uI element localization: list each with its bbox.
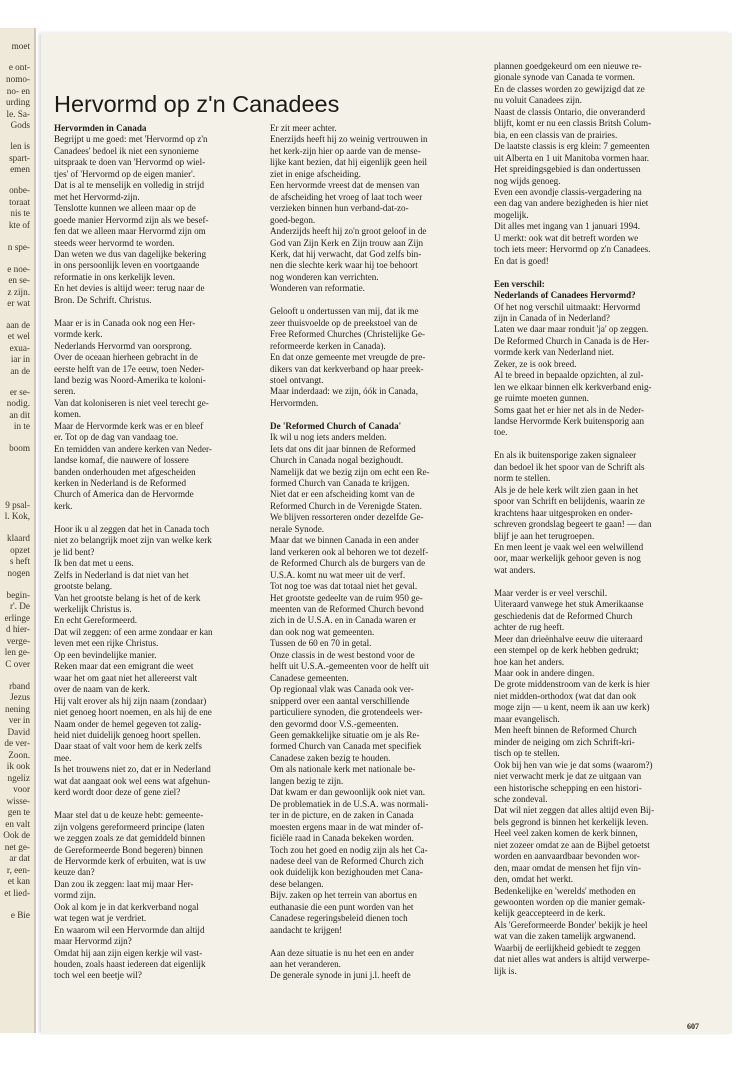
text-line: bia, en een classis van de prairies. — [494, 129, 618, 140]
text-line: wat anders. — [494, 564, 536, 575]
text-line: De laatste classis is erg klein: 7 gemeenten — [494, 141, 650, 152]
text-line: Tussen de 60 en 70 in getal. — [270, 638, 372, 649]
text-line: kerken in Nederland is de Reformed — [54, 478, 187, 489]
previous-page-fragment: len ge- — [4, 647, 30, 657]
text-line: Toch zou het goed en nodig zijn als het Ca- — [270, 844, 428, 855]
text-line: een historische schepping en een histori- — [494, 782, 642, 793]
text-line: particuliere synoden, die grotendeels wer- — [270, 707, 423, 718]
previous-page-fragment: erlinge — [4, 613, 30, 623]
text-line: kerd wordt door deze of gene ziel? — [54, 787, 181, 798]
previous-page-fragment: opzet — [10, 545, 30, 555]
text-line: zeer thuisvoelde op de preekstoel van de — [270, 317, 418, 328]
paragraph-gap — [494, 439, 697, 450]
text-line: land verkeren ook al behoren we tot dezelf- — [270, 546, 429, 557]
text-line: niet genoeg hoort noemen, en als hij de ene — [54, 707, 212, 718]
text-line: nog wijds genoeg. — [494, 175, 561, 186]
text-line: dan ook nog wat gemeenten. — [270, 626, 375, 637]
text-line: een stempel op de kerk hebben gedrukt; — [494, 645, 639, 656]
previous-page-fragment: an de — [10, 366, 30, 376]
previous-page-fragment: voor — [13, 784, 30, 794]
text-line: dese belangen. — [270, 878, 324, 889]
previous-page-fragment: rband — [9, 681, 30, 691]
text-line: niet verwacht merk je dat ze uitgaan van — [494, 771, 642, 782]
previous-page-fragment: exua- — [9, 343, 30, 353]
text-line: meenten van de Reformed Church bevond — [270, 604, 424, 614]
text-line: toch iets meer: Hervormd op z'n Canadees. — [494, 244, 651, 255]
text-line: Even een avondje classis-vergadering na — [494, 186, 642, 197]
paragraph-gap — [270, 295, 472, 306]
text-line: Reformed Church in de Verenigde Staten. — [270, 500, 422, 511]
text-line: Zelfs in Nederland is dat niet van het — [54, 569, 189, 580]
text-line: aandacht te krijgen! — [270, 924, 343, 935]
text-line: En men leent je vaak wel een welwillend — [494, 542, 644, 552]
text-line: wat van die zaken tamelijk argwanend. — [494, 931, 636, 942]
text-line: Naast de classis Ontario, die onveranderd — [494, 106, 646, 117]
text-line: Maar ook in andere dingen. — [494, 667, 595, 678]
text-line: moesten ergens maar in de wat minder of- — [270, 821, 424, 832]
text-line: Is het trouwens niet zo, dat er in Nederland — [54, 764, 211, 775]
previous-page-fragment: urding — [6, 97, 30, 107]
text-line: moge zijn — u kent, neem ik aan uw kerk) — [494, 702, 650, 713]
text-line: En dat is goed! — [494, 255, 549, 266]
text-line: dikers van dat kerkverband op haar preek- — [270, 363, 424, 374]
text-line: land bezig was Noord-Amerika te koloni- — [54, 374, 206, 385]
article-column-3 — [494, 61, 697, 977]
text-line: grootste belang. — [54, 581, 113, 592]
text-line: helft uit U.S.A.-gemeenten voor de helft uit — [270, 661, 429, 672]
text-line: Kerk, dat hij verwacht, dat God zelfs bin- — [270, 248, 422, 259]
previous-page-fragment: aan de — [6, 320, 30, 330]
text-line: keuze dan? — [54, 867, 95, 878]
text-line: oor, maar werkelijk gehoor geven is nog — [494, 553, 641, 564]
text-line: euthanasie die een punt worden van het — [270, 901, 414, 912]
text-line: komen. — [54, 409, 82, 420]
text-line: norm te stellen. — [494, 473, 551, 484]
previous-page-fragment: kte of — [8, 220, 30, 230]
text-line: blijf je aan het terugroepen. — [494, 530, 595, 541]
text-line: len we elkaar binnen elk kerkverband enig- — [494, 381, 652, 392]
text-line: vormde kerk. — [54, 329, 103, 340]
text-line: Het spreidingsgebied is dan ondertussen — [494, 164, 641, 175]
paragraph-gap — [54, 799, 257, 810]
previous-page-fragment: an dit — [9, 410, 30, 420]
text-line: er. Tot op de dag van vandaag toe. — [54, 432, 179, 443]
text-line: De generale synode in juni j.l. heeft de — [270, 970, 411, 981]
text-line: Church in Canada nogal bezighoudt. — [270, 455, 404, 466]
text-line: goede manier Hervormd zijn als we besef- — [54, 214, 209, 225]
text-line: in ons persoonlijk leven en voortgaande — [54, 260, 200, 271]
text-line: vormd zijn. — [54, 890, 96, 901]
text-line: uit Alberta en 1 uit Manitoba vormen haar. — [494, 152, 650, 163]
text-line: landse Hervormde Kerk buitensporig aan — [494, 416, 644, 427]
text-line: Hij valt erover als hij zijn naam (zondaar) — [54, 695, 207, 706]
text-line: Daar staat of valt voor hem de kerk zelfs — [54, 741, 202, 752]
paragraph-gap — [494, 267, 697, 278]
text-line: Canadees' bedoel ik niet een synonieme — [54, 145, 199, 156]
text-line: Dat kwam er dan gewoonlijk ook niet van. — [270, 787, 426, 798]
text-line: Wonderen van reformatie. — [270, 283, 365, 294]
text-line: Dat wil niet zeggen dat alles altijd even Bij- — [494, 805, 655, 816]
text-line: Laten we daar maar ronduit 'ja' op zeggen. — [494, 324, 649, 335]
previous-page-fragment: klaard — [7, 533, 30, 543]
text-line: Er zit meer achter. — [270, 123, 337, 133]
previous-page-fragment: en se- — [8, 275, 30, 285]
text-line: waar het om gaat niet het allereerst valt — [54, 672, 198, 683]
text-line: leven met een rijke Christus. — [54, 638, 159, 649]
previous-page-fragment: 9 psal- — [5, 500, 30, 510]
text-line: U.S.A. komt nu wat meer uit de verf. — [270, 569, 406, 580]
text-line: met het Hervormd-zijn. — [54, 191, 140, 202]
text-line: Tot nog toe was dat totaal niet het geval. — [270, 581, 418, 592]
text-line: Zeker, ze is ook breed. — [494, 358, 577, 369]
text-line: kerk. — [54, 500, 73, 511]
text-line: Op regionaal vlak was Canada ook ver- — [270, 684, 414, 695]
text-line: hoe kan het anders. — [494, 656, 565, 667]
text-line: Canadese regeringsbeleid dienen toch — [270, 913, 408, 924]
text-line: Namelijk dat we bezig zijn om echt een Re- — [270, 466, 430, 477]
text-line: Onze classis in de west bestond voor de — [270, 649, 415, 660]
text-line: formed Church van Canada te krijgen. — [270, 478, 410, 489]
previous-page-fragment: in te — [13, 421, 30, 431]
text-line: de Hervormde kerk of erbuiten, wat is uw — [54, 855, 207, 866]
previous-page-fragment: r'. De — [9, 601, 30, 611]
subheading: Nederlands of Canadees Hervormd? — [494, 290, 636, 301]
text-line: goed-begon. — [270, 214, 316, 225]
text-line: Al te breed in bepaalde opzichten, al zul- — [494, 370, 644, 381]
text-line: De problematiek in de U.S.A. was normali- — [270, 798, 429, 809]
previous-page-fragment: ngeliz — [7, 773, 30, 783]
text-line: heid niet duidelijk genoeg hoort spellen. — [54, 729, 201, 740]
text-line: Iets dat ons dit jaar binnen de Reformed — [270, 443, 416, 454]
previous-page-fragment: boom — [9, 443, 30, 453]
paragraph-gap — [54, 512, 257, 523]
text-line: Ook bij hen van wie je dat soms (waarom?) — [494, 759, 653, 770]
text-line: snipperd over een aantal verschillende — [270, 695, 410, 706]
text-line: fen dat we alleen maar Hervormd zijn om — [54, 226, 206, 237]
text-line: Omdat hij aan zijn eigen kerkje wil vast- — [54, 947, 203, 958]
previous-page-fragment: nomo- — [6, 74, 30, 84]
text-line: Aan deze situatie is nu het een en ander — [270, 947, 414, 958]
text-line: En dat onze gemeente met vreugde de pre- — [270, 352, 426, 363]
text-line: den, omdat het werkt. — [494, 874, 574, 885]
text-line: worden en aanvaardbaar bevonden wor- — [494, 851, 640, 862]
article-page — [41, 33, 732, 1033]
text-line: blijft, komt er nu een classis Britsh Colum- — [494, 118, 652, 129]
text-line: Van het grootste belang is het of de kerk — [54, 592, 201, 603]
previous-page-fragment: nening — [4, 704, 30, 714]
text-line: houden, zoals haast iedereen dat eigenlijk — [54, 959, 206, 970]
text-line: het kerk-zijn hier op aarde van de mense- — [270, 145, 421, 156]
text-line: reformatie in ons kerkelijk leven. — [54, 271, 175, 282]
previous-page-fragment: gen te — [7, 807, 30, 817]
text-line: En temidden van andere kerken van Neder- — [54, 443, 212, 454]
text-line: Geen gemakkelijke situatie om je als Re- — [270, 729, 420, 740]
text-line: Maar verder is er veel verschil. — [494, 587, 608, 598]
text-line: Het grootste gedeelte van de ruim 950 ge- — [270, 592, 423, 603]
text-line: nog wonderen kan verrichten. — [270, 271, 379, 282]
text-line: Op een bevindelijke manier. — [54, 649, 157, 660]
text-line: niet zozeer omdat ze aan de Bijbel getoetst — [494, 839, 650, 850]
subheading: Een verschil: — [494, 278, 545, 289]
previous-page-fragment: nis te — [10, 208, 30, 218]
text-line: Ik ben dat met u eens. — [54, 558, 134, 569]
previous-page-fragment: nogen — [7, 568, 30, 578]
text-line: Om als nationale kerk met nationale be- — [270, 764, 416, 775]
text-line: een dag van andere bezigheden is hier niet — [494, 198, 649, 209]
previous-page-fragment: begin- — [6, 590, 30, 600]
text-line: stoel ontvangt. — [270, 374, 324, 385]
page-number: 607 — [687, 1022, 699, 1031]
text-line: steeds weer hervormd te worden. — [54, 237, 175, 248]
text-line: wat tegen wat je verdriet. — [54, 913, 147, 924]
previous-page-fragment: iar in — [10, 354, 30, 364]
text-line: banden onderhouden met afgescheiden — [54, 466, 196, 477]
previous-page-fragment: r, een- — [6, 865, 30, 875]
previous-page-fragment: no- en — [6, 86, 30, 96]
text-line: Dat is al te menselijk en volledig in strijd — [54, 180, 205, 191]
text-line: nu voluit Canadees zijn. — [494, 95, 582, 106]
text-line: de Reformed Church als de burgers van de — [270, 558, 426, 569]
text-line: gionale synode van Canada te vormen. — [494, 72, 635, 83]
subheading: Hervormden in Canada — [54, 123, 147, 133]
text-line: Naam onder de hemel gegeven tot zalig- — [54, 718, 202, 729]
previous-page-fragment: e Bie — [10, 910, 30, 920]
text-line: verzieken binnen hun verband-dat-zo- — [270, 203, 409, 214]
text-line: Waarbij de eerlijkheid gebiedt te zeggen — [494, 942, 641, 953]
text-line: Heel veel zaken komen de kerk binnen, — [494, 828, 638, 839]
previous-page-fragment: et wel — [7, 331, 30, 341]
text-line: nadese deel van de Reformed Church zich — [270, 855, 424, 866]
text-line: vormde kerk van Nederland niet. — [494, 347, 614, 358]
text-line: Hoor ik u al zeggen dat het in Canada toch — [54, 523, 210, 534]
text-line: Canadese zaken bezig te houden. — [270, 752, 391, 763]
text-line: Niet dat er een afscheiding komt van de — [270, 489, 415, 500]
text-line: Free Reformed Churches (Christelijke Ge- — [270, 329, 426, 340]
previous-page-fragment: wisse- — [6, 796, 30, 806]
text-line: lijk is. — [494, 965, 517, 976]
text-line: achter de rug heeft. — [494, 622, 565, 633]
text-line: Canadese gemeenten. — [270, 672, 349, 683]
text-line: En waarom wil een Hervormde dan altijd — [54, 924, 205, 935]
text-line: je lid bent? — [54, 546, 95, 557]
text-line: bels gegrond is binnen het kerkelijk leven. — [494, 816, 649, 827]
text-line: Dit alles met ingang van 1 januari 1994. — [494, 221, 640, 232]
previous-page-fragment: en valt — [5, 819, 30, 829]
text-line: tisch op te stellen. — [494, 748, 560, 759]
previous-page-fragment: David — [7, 727, 30, 737]
paragraph-gap — [270, 936, 472, 947]
text-line: zich in de U.S.A. en in Canada waren er — [270, 615, 417, 626]
text-line: aan het veranderen. — [270, 959, 341, 970]
text-line: ook duidelijk kon bezighouden met Cana- — [270, 867, 423, 878]
text-line: En als ik buitensporige zaken signaleer — [494, 450, 637, 461]
previous-page-fragment: Zoon. — [8, 750, 30, 760]
text-line: langen bezig te zijn. — [270, 775, 344, 786]
text-line: En de classes worden zo gewijzigd dat ze — [494, 83, 645, 94]
subheading: De 'Reformed Church of Canada' — [270, 420, 402, 431]
previous-page-fragment: er wat — [7, 298, 30, 308]
text-line: ge ruimte moeten gunnen. — [494, 393, 589, 404]
previous-page-fragment: le. Sa- — [6, 109, 30, 119]
text-line: U merkt: ook wat dit betreft worden we — [494, 232, 639, 243]
text-line: we zeggen zoals ze dat gemiddeld binnen — [54, 833, 205, 844]
text-line: Soms gaat het er hier net als in de Neder- — [494, 404, 645, 415]
text-line: de afscheiding het vroeg of laat toch weer — [270, 191, 423, 202]
text-line: reformeerde kerken in Canada). — [270, 340, 386, 351]
text-line: kelijk geaccepteerd in de kerk. — [494, 908, 606, 919]
previous-page-fragment: len is — [10, 141, 30, 151]
text-line: Bijv. zaken op het terrein van abortus en — [270, 890, 417, 901]
text-line: Bedenkelijke en 'werelds' methoden en — [494, 885, 636, 896]
previous-page-fragment: Gods — [10, 120, 30, 130]
text-line: krachtens haar uitgesproken en onder- — [494, 507, 633, 518]
text-line: niet midden-orthodox (wat dat dan ook — [494, 690, 637, 701]
article-column-1 — [54, 123, 257, 982]
text-line: Hervormden. — [270, 397, 319, 408]
text-line: over de naam van de kerk. — [54, 684, 150, 695]
text-line: mogelijk. — [494, 209, 529, 220]
previous-page-fragment: toraat — [9, 197, 30, 207]
previous-page-fragment: spart- — [9, 153, 30, 163]
previous-page-fragment: ik ook — [6, 761, 30, 771]
text-line: wat dat aangaat ook wel eens wat afgehun- — [54, 775, 211, 786]
text-line: maar evangelisch. — [494, 713, 560, 724]
text-line: gewoonten worden op die manier gemak- — [494, 897, 646, 908]
previous-page-fragment: emen — [10, 164, 30, 174]
text-line: de Gereformeerde Bond begeren) binnen — [54, 844, 203, 855]
text-line: Maar stel dat u de keuze hebt: gemeente- — [54, 810, 204, 821]
text-line: den, maar omdat de mensen het fijn vin- — [494, 862, 641, 873]
text-line: De grote middenstroom van de kerk is hier — [494, 679, 650, 690]
previous-page-edge — [0, 28, 36, 1033]
text-line: den gevormd door V.S.-gemeenten. — [270, 718, 399, 729]
previous-page-fragment: s heft — [9, 556, 30, 566]
previous-page-fragment: et kan — [7, 876, 30, 886]
article-title: Hervormd op z'n Canadees — [54, 91, 340, 117]
text-line: ficiële raad in Canada bekeken worden. — [270, 833, 414, 844]
text-line: We blijven ressorteren onder dezelfde Ge- — [270, 512, 424, 523]
previous-page-fragment: nodig. — [6, 398, 30, 408]
text-line: werkelijk Christus is. — [54, 604, 132, 614]
text-line: Ik wil u nog iets anders melden. — [270, 432, 387, 443]
previous-page-fragment: onbe- — [9, 185, 30, 195]
previous-page-fragment: et lied- — [4, 888, 30, 898]
text-line: plannen goedgekeurd om een nieuwe re- — [494, 61, 642, 71]
text-line: Als je de hele kerk wilt zien gaan in het — [494, 484, 639, 495]
text-line: nen die slechte kerk waar hij toe behoort — [270, 260, 418, 271]
text-line: zijn volgens gereformeerd principe (laten — [54, 821, 205, 832]
text-line: Church of America dan de Hervormde — [54, 489, 194, 500]
text-line: zijn in Canada of in Nederland? — [494, 312, 610, 323]
text-line: dan bedoel ik het spoor van de Schrift als — [494, 461, 645, 472]
text-line: Of het nog verschil uitmaakt: Hervormd — [494, 301, 641, 312]
previous-page-fragment: ver in — [8, 715, 30, 725]
text-line: En echt Gereformeerd. — [54, 615, 138, 626]
text-line: seren. — [54, 386, 76, 397]
text-line: Dat wil zeggen: of een arme zondaar er kan — [54, 626, 213, 637]
text-line: Gelooft u ondertussen van mij, dat ik me — [270, 306, 419, 317]
text-line: nerale Synode. — [270, 523, 325, 534]
text-line: Bron. De Schrift. Christus. — [54, 294, 152, 305]
text-line: Meer dan drieënhalve eeuw die uiteraard — [494, 633, 643, 644]
text-line: maar Hervormd zijn? — [54, 936, 132, 947]
previous-page-fragment: z zijn. — [7, 287, 30, 297]
text-line: schreven grondslag begeert te gaan! — dan — [494, 519, 652, 530]
text-line: En het devies is altijd weer: terug naar de — [54, 283, 205, 294]
previous-page-fragment: er se- — [9, 387, 30, 397]
paragraph-gap — [270, 409, 472, 420]
text-line: Maar de Hervormde kerk was er en bleef — [54, 420, 204, 431]
text-line: mee. — [54, 752, 72, 763]
text-line: Begrijpt u me goed: met 'Hervormd op z'n — [54, 134, 208, 145]
text-line: Maar er is in Canada ook nog een Her- — [54, 317, 196, 328]
previous-page-fragment: moet — [11, 41, 30, 51]
text-line: Over de oceaan hierheen gebracht in de — [54, 352, 198, 363]
article-column-2 — [270, 123, 472, 982]
text-line: ziet in enige afscheiding. — [270, 168, 361, 179]
previous-page-fragment: de ver- — [4, 738, 30, 748]
text-line: Dan zou ik zeggen: laat mij maar Her- — [54, 878, 194, 889]
previous-page-fragment: d hier- — [5, 624, 30, 634]
previous-page-fragment: e noe- — [7, 264, 30, 274]
previous-page-fragment: verge- — [6, 636, 30, 646]
text-line: spoor van Schrift en belijdenis, waarin ze — [494, 496, 645, 507]
text-line: uitspraak te doen van 'Hervormd op wiel- — [54, 157, 206, 168]
text-line: Reken maar dat een emigrant die weet — [54, 661, 194, 672]
previous-page-fragment: Jezus — [10, 692, 30, 702]
paragraph-gap — [54, 306, 257, 317]
text-line: Men heeft binnen de Reformed Church — [494, 725, 637, 736]
previous-page-fragment: net ge- — [4, 842, 30, 852]
text-line: Ook al kom je in dat kerkverband nogal — [54, 901, 199, 912]
text-line: De Reformed Church in Canada is de Her- — [494, 335, 650, 346]
text-line: lijke kant bezien, dat hij eigenlijk geen heil — [270, 157, 428, 168]
text-line: tjes' of 'Hervormd op de eigen manier'. — [54, 168, 196, 179]
previous-page-fragment: ar dat — [9, 853, 30, 863]
previous-page-fragment: Ook de — [3, 830, 30, 840]
previous-page-fragment: l. Kok, — [4, 511, 30, 521]
text-line: God van Zijn Kerk en Zijn trouw aan Zijn — [270, 237, 424, 248]
text-line: Tenslotte kunnen we alleen maar op de — [54, 203, 196, 214]
previous-page-fragment: C over — [5, 659, 30, 669]
text-line: Maar dat we binnen Canada in een ander — [270, 535, 419, 546]
text-line: minder de neiging om zich Schrift-kri- — [494, 736, 635, 747]
text-line: eerste helft van de 17e eeuw, toen Neder- — [54, 363, 205, 374]
text-line: toch wel een beetje wil? — [54, 970, 142, 981]
previous-page-fragment: n spe- — [7, 242, 30, 252]
text-line: Een hervormde vreest dat de mensen van — [270, 180, 420, 191]
text-line: toe. — [494, 427, 508, 438]
text-line: Anderzijds heeft hij zo'n groot geloof in de — [270, 226, 427, 237]
text-line: Als 'Gereformeerde Bonder' bekijk je heel — [494, 919, 648, 930]
text-line: sche zondeval. — [494, 793, 548, 804]
text-line: Van dat koloniseren is niet veel terecht ge- — [54, 397, 209, 408]
text-line: Dan weten we dus van dagelijke bekering — [54, 248, 207, 259]
previous-page-fragment: e ont- — [8, 62, 30, 72]
text-line: Uiteraard vanwege het stuk Amerikaanse — [494, 599, 644, 610]
text-line: dat niet alles wat anders is altijd verwerpe- — [494, 954, 650, 965]
paragraph-gap — [494, 576, 697, 587]
text-line: formed Church van Canada met specifiek — [270, 741, 422, 752]
text-line: ter in de picture, en de zaken in Canada — [270, 810, 414, 821]
text-line: Enerzijds heeft hij zo weinig vertrouwen in — [270, 134, 428, 145]
text-line: Nederlands Hervormd van oorsprong. — [54, 340, 192, 351]
text-line: Maar inderdaad: we zijn, óók in Canada, — [270, 386, 418, 397]
text-line: geschiedenis dat de Reformed Church — [494, 610, 633, 621]
text-line: niet zo belangrijk moet zijn van welke kerk — [54, 535, 212, 546]
text-line: landse komaf, die nauwere of lossere — [54, 455, 189, 466]
